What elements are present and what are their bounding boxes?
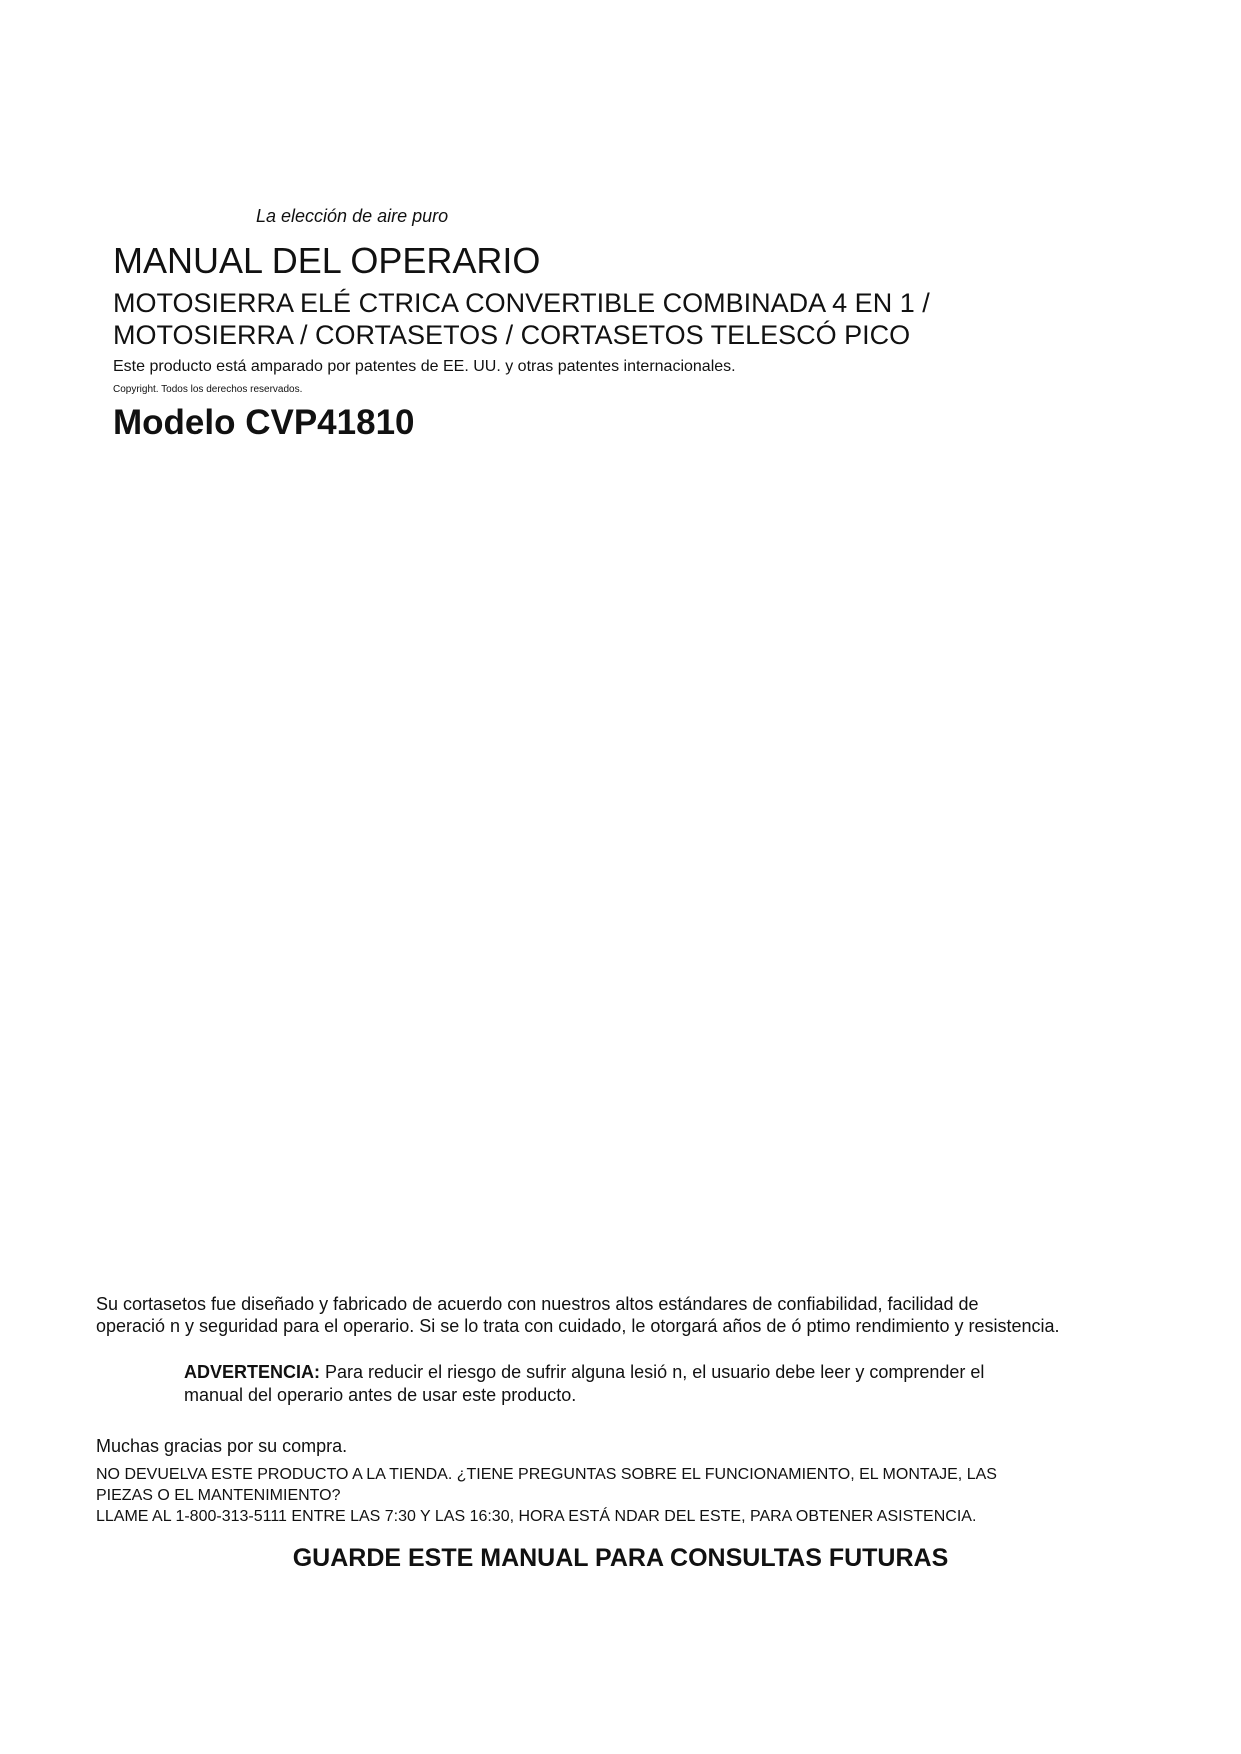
model-number: Modelo CVP41810 <box>113 403 415 442</box>
thanks-message: Muchas gracias por su compra. <box>96 1436 348 1456</box>
page-title: MANUAL DEL OPERARIO <box>113 240 541 281</box>
patent-notice: Este producto está amparado por patentes de EE. UU. y otras patentes internacionales. <box>113 358 736 375</box>
warning-label: ADVERTENCIA: <box>184 1362 321 1382</box>
tagline: La elección de aire puro <box>256 206 449 226</box>
warning-line-1 <box>184 1362 984 1383</box>
warning-line-2: manual del operario antes de usar este producto. <box>184 1385 577 1405</box>
warning-text-1: Para reducir el riesgo de sufrir alguna lesió n, el usuario debe leer y comprender el <box>320 1362 985 1382</box>
support-phone-notice: LLAME AL 1-800-313-5111 ENTRE LAS 7:30 Y LAS 16:30, HORA ESTÁ NDAR DEL ESTE, PARA OBTENER ASISTENCIA. <box>96 1508 977 1525</box>
copyright-notice: Copyright. Todos los derechos reservados. <box>113 384 303 395</box>
intro-paragraph-line-2: operació n y seguridad para el operario. Si se lo trata con cuidado, le otorgará años de ó ptimo rendimiento y resistencia. <box>96 1316 1060 1336</box>
return-notice-line-2: PIEZAS O EL MANTENIMIENTO? <box>96 1487 341 1504</box>
return-notice-line-1: NO DEVUELVA ESTE PRODUCTO A LA TIENDA. ¿TIENE PREGUNTAS SOBRE EL FUNCIONAMIENTO, EL MONTAJE, LAS <box>96 1466 997 1483</box>
product-subtitle-line-1: MOTOSIERRA ELÉ CTRICA CONVERTIBLE COMBINADA 4 EN 1 / <box>113 288 930 318</box>
intro-paragraph-line-1: Su cortasetos fue diseñado y fabricado de acuerdo con nuestros altos estándares de confiabilidad, facilidad de <box>96 1294 979 1314</box>
save-manual-heading: GUARDE ESTE MANUAL PARA CONSULTAS FUTURAS <box>292 1544 949 1572</box>
product-subtitle-line-2: MOTOSIERRA / CORTASETOS / CORTASETOS TELESCÓ PICO <box>113 320 911 350</box>
